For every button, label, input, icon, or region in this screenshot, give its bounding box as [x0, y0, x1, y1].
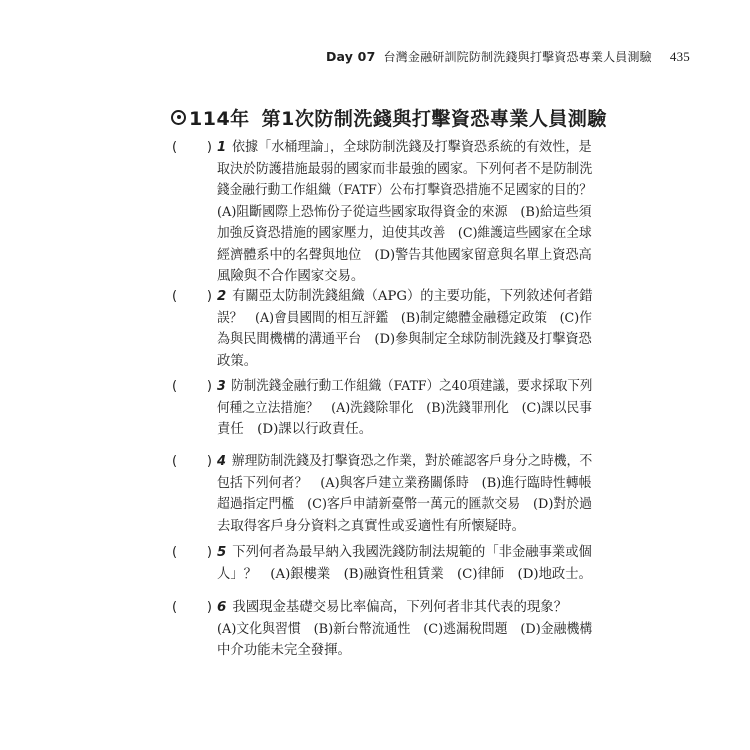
question-number: 4	[217, 454, 226, 469]
question-line: (A)文化與習慣 (B)新台幣流通性 (C)逃漏稅問題 (D)金融機構	[217, 621, 593, 637]
question-item	[172, 542, 592, 585]
question-line: 人」？ (A)銀樓業 (B)融資性租賃業 (C)律師 (D)地政士。	[217, 566, 592, 582]
question-line: 我國現金基礎交易比率偏高，下列何者非其代表的現象？	[232, 600, 568, 615]
question-item	[172, 376, 592, 441]
running-header	[250, 48, 690, 68]
question-text	[217, 451, 592, 537]
question-number: 1	[217, 140, 227, 155]
question-line: 依據「水桶理論」，全球防制洗錢及打擊資恐系統的有效性，是	[231, 140, 592, 155]
question-line: 何種之立法措施？ (A)洗錢除罪化 (B)洗錢罪刑化 (C)課以民事	[217, 400, 592, 416]
question-item	[172, 597, 592, 662]
question-line: 風險與不合作國家交易。	[217, 269, 365, 284]
question-line: 誤？ (A)會員國間的相互評鑑 (B)制定總體金融穩定政策 (C)作	[217, 310, 592, 326]
answer-bracket-close: )	[206, 140, 212, 155]
question-line: 政策。	[217, 353, 258, 369]
question-line: 下列何者為最早納入我國洗錢防制法規範的「非金融事業或個	[232, 545, 592, 560]
answer-bracket-open: (	[172, 545, 178, 560]
answer-bracket-open: (	[172, 600, 178, 615]
day-label: Day 07	[325, 49, 376, 64]
question-number: 2	[217, 289, 227, 304]
question-line: 去取得客戶身分資料之真實性或妥適性有所懷疑時。	[217, 518, 525, 534]
question-number: 3	[217, 379, 226, 394]
question-line: 防制洗錢金融行動工作組織（FATF）之40項建議，要求採取下列	[231, 379, 593, 394]
question-line: 為與民間機構的溝通平台 (D)參與制定全球防制洗錢及打擊資恐	[217, 332, 592, 347]
answer-blank	[172, 451, 212, 473]
question-text	[217, 137, 592, 288]
question-number: 5	[217, 545, 227, 560]
question-line: 錢金融行動工作組織（FATF）公布打擊資恐措施不足國家的目的？	[217, 183, 592, 198]
question-number: 6	[217, 600, 227, 615]
answer-blank	[172, 376, 212, 398]
answer-bracket-open: (	[172, 379, 178, 394]
page-number: 435	[669, 49, 690, 64]
answer-blank	[172, 542, 212, 564]
answer-bracket-close: )	[206, 289, 212, 304]
section-year: 114年	[189, 107, 250, 130]
answer-blank	[172, 137, 212, 159]
header-title: 台灣金融研訓院防制洗錢與打擊資恐專業人員測驗	[383, 50, 652, 64]
answer-bracket-open: (	[172, 454, 178, 469]
question-line: 中介功能未完全發揮。	[217, 643, 351, 658]
answer-bracket-close: )	[206, 545, 212, 560]
question-text	[217, 542, 592, 585]
answer-blank	[172, 286, 212, 308]
section-title: 第1次防制洗錢與打擊資恐專業人員測驗	[261, 107, 607, 130]
answer-blank	[172, 597, 212, 619]
question-line: 包括下列何者？ (A)與客戶建立業務關係時 (B)進行臨時性轉帳	[217, 475, 592, 491]
section-heading	[171, 102, 607, 132]
question-text	[217, 286, 592, 372]
question-line: 加強反資恐措施的國家壓力，迫使其改善 (C)維護這些國家在全球	[217, 226, 592, 241]
question-line: 經濟體系中的名聲與地位 (D)警告其他國家留意與名單上資恐高	[217, 247, 592, 263]
question-line: 有關亞太防制洗錢組織（APG）的主要功能，下列敘述何者錯	[232, 289, 593, 304]
question-item	[172, 451, 592, 537]
circled-dot-icon	[171, 110, 186, 125]
question-line: (A)阻斷國際上恐怖份子從這些國家取得資金的來源 (B)給這些須	[217, 204, 592, 220]
question-item	[172, 286, 592, 372]
answer-bracket-close: )	[206, 600, 212, 615]
answer-bracket-close: )	[206, 454, 212, 469]
question-text	[217, 376, 592, 441]
question-line: 辦理防制洗錢及打擊資恐之作業，對於確認客戶身分之時機，不	[231, 454, 593, 469]
question-line: 超過指定門檻 (C)客戶申請新臺幣一萬元的匯款交易 (D)對於過	[217, 497, 593, 512]
question-line: 取決於防護措施最弱的國家而非最強的國家。下列何者不是防制洗	[217, 161, 593, 177]
answer-bracket-open: (	[172, 289, 178, 304]
answer-bracket-close: )	[206, 379, 212, 394]
question-line: 責任 (D)課以行政責任。	[217, 422, 373, 437]
question-text	[217, 597, 592, 662]
answer-bracket-open: (	[172, 140, 178, 155]
question-item	[172, 137, 592, 288]
